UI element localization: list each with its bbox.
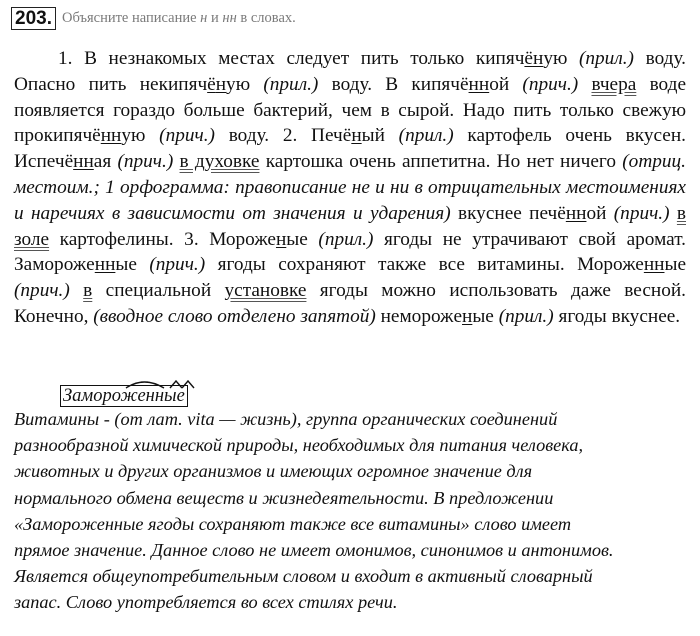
analysis-line: Является общеупотребительным словом и входит в активный словарный — [14, 566, 593, 587]
text-segment: ую — [121, 125, 160, 147]
analysis-line: нормального обмена веществ и жизнедеятельности. В предложении — [14, 487, 554, 508]
text-segment: (прил.) — [318, 228, 374, 250]
analysis-line: прямое значение. Данное слово не имеет омонимов, синонимов и антонимов. — [14, 540, 614, 560]
text-segment: (прил.) — [398, 125, 454, 147]
text-segment: нн — [565, 202, 587, 224]
text-segment: картофелины. 3. Мороже — [49, 228, 276, 250]
text-segment: ё — [524, 48, 533, 69]
exercise-instruction: Объясните написание н и нн в словах. — [61, 9, 296, 26]
text-segment: картофель очень вкусен. Испечё — [14, 125, 687, 173]
exercise-number: 203. — [11, 7, 56, 30]
text-segment: вчера — [591, 73, 637, 95]
morpheme-word: Замороженные — [60, 385, 188, 407]
text-segment: (прил.) — [263, 73, 319, 95]
text-segment: нн — [643, 254, 665, 276]
exercise-header — [11, 5, 296, 31]
text-segment: (прил.) — [578, 48, 634, 69]
text-segment: (прич.) — [159, 125, 215, 147]
text-segment: воду. Опасно пить некипяч — [14, 48, 686, 95]
text-segment: ые — [115, 254, 150, 276]
text-segment: (прил.) — [498, 305, 554, 327]
text-segment: ой — [586, 202, 614, 224]
text-segment: (прич.) — [149, 254, 206, 276]
analysis-line: Витамины - (от лат. vita — жизнь), группа органических соединений — [14, 409, 558, 429]
analysis-line: разнообразной химической природы, необходимых для питания человека, — [14, 435, 584, 456]
analysis-line: запас. Слово употребляется во всех стилях речи. — [14, 592, 398, 613]
text-segment: нн — [94, 254, 116, 276]
text-segment: (прич.) — [117, 151, 174, 173]
text-segment: н — [275, 228, 287, 250]
text-segment: неморожe — [375, 305, 463, 327]
exercise-answer-text — [14, 46, 686, 330]
text-segment: ая — [93, 151, 118, 173]
text-segment: установке — [224, 280, 307, 302]
text-segment: ые — [286, 228, 319, 250]
text-segment: нн — [468, 73, 490, 95]
text-segment: ягоды не утрачивают свой аромат. Заморожe — [14, 228, 686, 276]
text-segment — [70, 280, 83, 301]
text-segment: ую — [543, 48, 579, 69]
analysis-line: «Замороженные ягоды сохраняют также все витамины» слово имеет — [14, 513, 572, 534]
text-segment: в — [83, 280, 93, 302]
text-segment: ый — [361, 125, 399, 147]
text-segment: н — [532, 48, 544, 69]
text-segment: н — [462, 305, 473, 327]
text-segment: ые — [472, 305, 499, 327]
text-segment: н — [215, 73, 227, 95]
text-segment: ой — [489, 73, 523, 95]
text-segment: ё — [459, 73, 469, 95]
text-segment: в духовке — [179, 151, 260, 173]
text-segment: нн — [73, 151, 94, 173]
text-segment: (прич.) — [522, 73, 579, 95]
text-segment: ягоды сохраняют также все витамины. Мороже — [205, 254, 644, 276]
text-segment: 1. В незнакомых местах следует пить только кипяч — [58, 48, 525, 69]
text-segment: ягоды можно использовать даже весной. Конечно, — [14, 280, 686, 327]
text-segment: воде появляется гораздо больше бактерий, чем в сырой. Надо пить только свежую прокипяч — [14, 73, 687, 147]
text-segment: ё — [92, 125, 101, 147]
text-segment: нн — [100, 125, 122, 147]
text-segment — [670, 203, 677, 224]
analysis-line: животных и других организмов и имеющих огромное значение для — [14, 461, 533, 482]
text-segment: картошка очень аппетитна. Но нет ничего — [259, 151, 623, 173]
text-segment: вкуснее печё — [450, 202, 566, 224]
text-segment: в золе — [14, 202, 687, 250]
text-segment: (прич.) — [613, 202, 670, 224]
text-segment: специальной — [92, 280, 225, 302]
text-segment: ые — [664, 254, 686, 276]
text-segment: н — [351, 125, 362, 147]
answer-paragraph — [14, 46, 686, 330]
text-segment: (прич.) — [14, 280, 70, 302]
text-segment: воду. В кипяч — [318, 73, 460, 95]
text-segment: (отриц. местоим.; 1 орфограмма: правописание не и ни в отрицательных местоимениях и наречиях в зависимости от значения и ударения) — [14, 151, 686, 224]
text-segment — [578, 74, 591, 95]
text-segment: ую — [226, 73, 264, 95]
text-segment: ягоды вкуснее. — [553, 305, 681, 327]
text-segment: воду. 2. Печё — [214, 125, 352, 147]
text-segment: (вводное слово отделено запятой) — [93, 305, 376, 327]
text-segment: ё — [207, 73, 216, 95]
